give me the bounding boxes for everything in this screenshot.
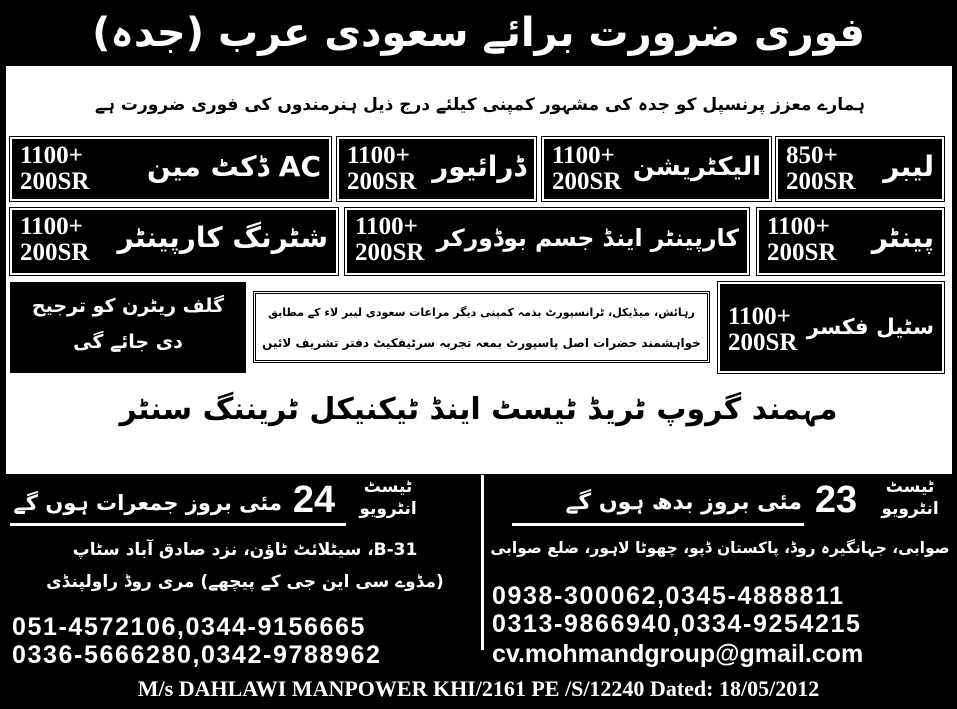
benefits-notice bbox=[253, 291, 710, 363]
salary-base: 1100+ bbox=[728, 303, 791, 330]
salary-base: 1100+ bbox=[767, 213, 830, 240]
label-line: ٹیسٹ bbox=[363, 477, 413, 497]
salary-allowance: 200SR bbox=[20, 239, 90, 266]
salary bbox=[20, 214, 94, 266]
left-date: 24 bbox=[292, 479, 336, 521]
job-shuttering-carpenter bbox=[10, 208, 338, 275]
salary-base: 1100+ bbox=[20, 213, 83, 240]
notice-line: خواہشمند حضرات اصل پاسپورٹ بمعہ تجربہ سرٹیفکیٹ دفتر تشریف لائیں bbox=[262, 336, 701, 350]
job-electrician bbox=[542, 137, 771, 201]
job-carpenter-body-worker bbox=[345, 208, 749, 275]
right-phone: 0938-300062,0345-4888811 bbox=[492, 582, 845, 610]
column-divider bbox=[481, 475, 484, 650]
salary bbox=[20, 143, 94, 195]
job-title: AC ڈکٹ مین bbox=[146, 150, 321, 183]
left-address: B-31، سیٹلائٹ ٹاؤن، نزد صادق آباد سٹاپ bbox=[72, 540, 418, 560]
intro-text: ہمارے معزز پرنسپل کو جدہ کی مشہور کمپنی کیلئے درج ذیل ہنرمندوں کی فوری ضرورت ہے bbox=[95, 95, 865, 115]
ad-headline: فوری ضرورت برائے سعودی عرب (جدہ) bbox=[92, 10, 865, 56]
job-title: کارپینٹر اینڈ جسم بوڈورکر bbox=[436, 224, 739, 252]
job-labour bbox=[776, 137, 944, 201]
left-phone: 051-4572106,0344-9156665 bbox=[12, 613, 366, 641]
test-interview-label bbox=[348, 476, 428, 520]
salary-allowance: 200SR bbox=[552, 168, 622, 195]
salary bbox=[767, 214, 841, 266]
email: cv.mohmandgroup@gmail.com bbox=[492, 640, 864, 668]
organization-name: مہمند گروپ ٹریڈ ٹیسٹ اینڈ ٹیکنیکل ٹریننگ سنٹر bbox=[119, 392, 838, 427]
underline bbox=[10, 523, 346, 526]
right-phone: 0313-9866940,0334-9254215 bbox=[492, 610, 862, 638]
job-title: ڈرائیور bbox=[432, 150, 526, 183]
salary-base: 1100+ bbox=[347, 142, 410, 169]
job-title: پینٹر bbox=[871, 221, 934, 254]
salary-base: 1100+ bbox=[20, 142, 83, 169]
salary bbox=[347, 143, 421, 195]
job-title: الیکٹریشن bbox=[632, 152, 761, 182]
left-day: مئی بروز جمعرات ہوں گے bbox=[13, 491, 282, 515]
salary-allowance: 200SR bbox=[767, 239, 837, 266]
job-painter bbox=[757, 208, 944, 275]
salary-allowance: 200SR bbox=[20, 168, 90, 195]
salary-allowance: 200SR bbox=[355, 239, 425, 266]
job-ac-duct-man bbox=[10, 137, 331, 201]
salary bbox=[728, 304, 802, 356]
right-address: صوابی، جہانگیرہ روڈ، پاکستان ڈپو، چھوٹا لاہور، ضلع صوابی bbox=[490, 539, 950, 557]
salary bbox=[355, 214, 429, 266]
gulf-return-preference bbox=[10, 282, 246, 373]
test-interview-label bbox=[870, 476, 950, 520]
job-title: شٹرنگ کارپینٹر bbox=[117, 221, 328, 254]
salary-base: 1100+ bbox=[355, 213, 418, 240]
salary-allowance: 200SR bbox=[728, 329, 798, 356]
job-driver bbox=[337, 137, 536, 201]
salary-base: 850+ bbox=[786, 142, 838, 169]
job-title: لیبر bbox=[883, 150, 934, 183]
underline bbox=[512, 523, 804, 526]
gulf-line: دی جائے گی bbox=[73, 331, 183, 353]
job-steel-fixer bbox=[718, 282, 944, 373]
left-address: (مڈوے سی این جی کے پیچھے) مری روڈ راولپنڈی bbox=[46, 572, 444, 592]
license-footer: M/s DAHLAWI MANPOWER KHI/2161 PE /S/12240 Dated: 18/05/2012 bbox=[137, 676, 820, 701]
label-line: ٹیسٹ bbox=[885, 477, 935, 497]
salary-base: 1100+ bbox=[552, 142, 615, 169]
right-date: 23 bbox=[814, 479, 858, 521]
notice-line: رہائش، میڈیکل، ٹرانسپورٹ بذمہ کمپنی دیگر مراعات سعودی لیبر لاء کے مطابق bbox=[268, 306, 695, 319]
job-title: سٹیل فکسر bbox=[806, 315, 934, 340]
label-line: انٹرویو bbox=[881, 499, 939, 519]
salary bbox=[786, 143, 860, 195]
salary-allowance: 200SR bbox=[786, 168, 856, 195]
salary-allowance: 200SR bbox=[347, 168, 417, 195]
gulf-line: گلف ریٹرن کو ترجیح bbox=[31, 295, 225, 317]
label-line: انٹرویو bbox=[359, 499, 417, 519]
salary bbox=[552, 143, 626, 195]
right-day: مئی بروز بدھ ہوں گے bbox=[565, 490, 802, 515]
left-phone: 0336-5666280,0342-9788962 bbox=[12, 641, 382, 669]
